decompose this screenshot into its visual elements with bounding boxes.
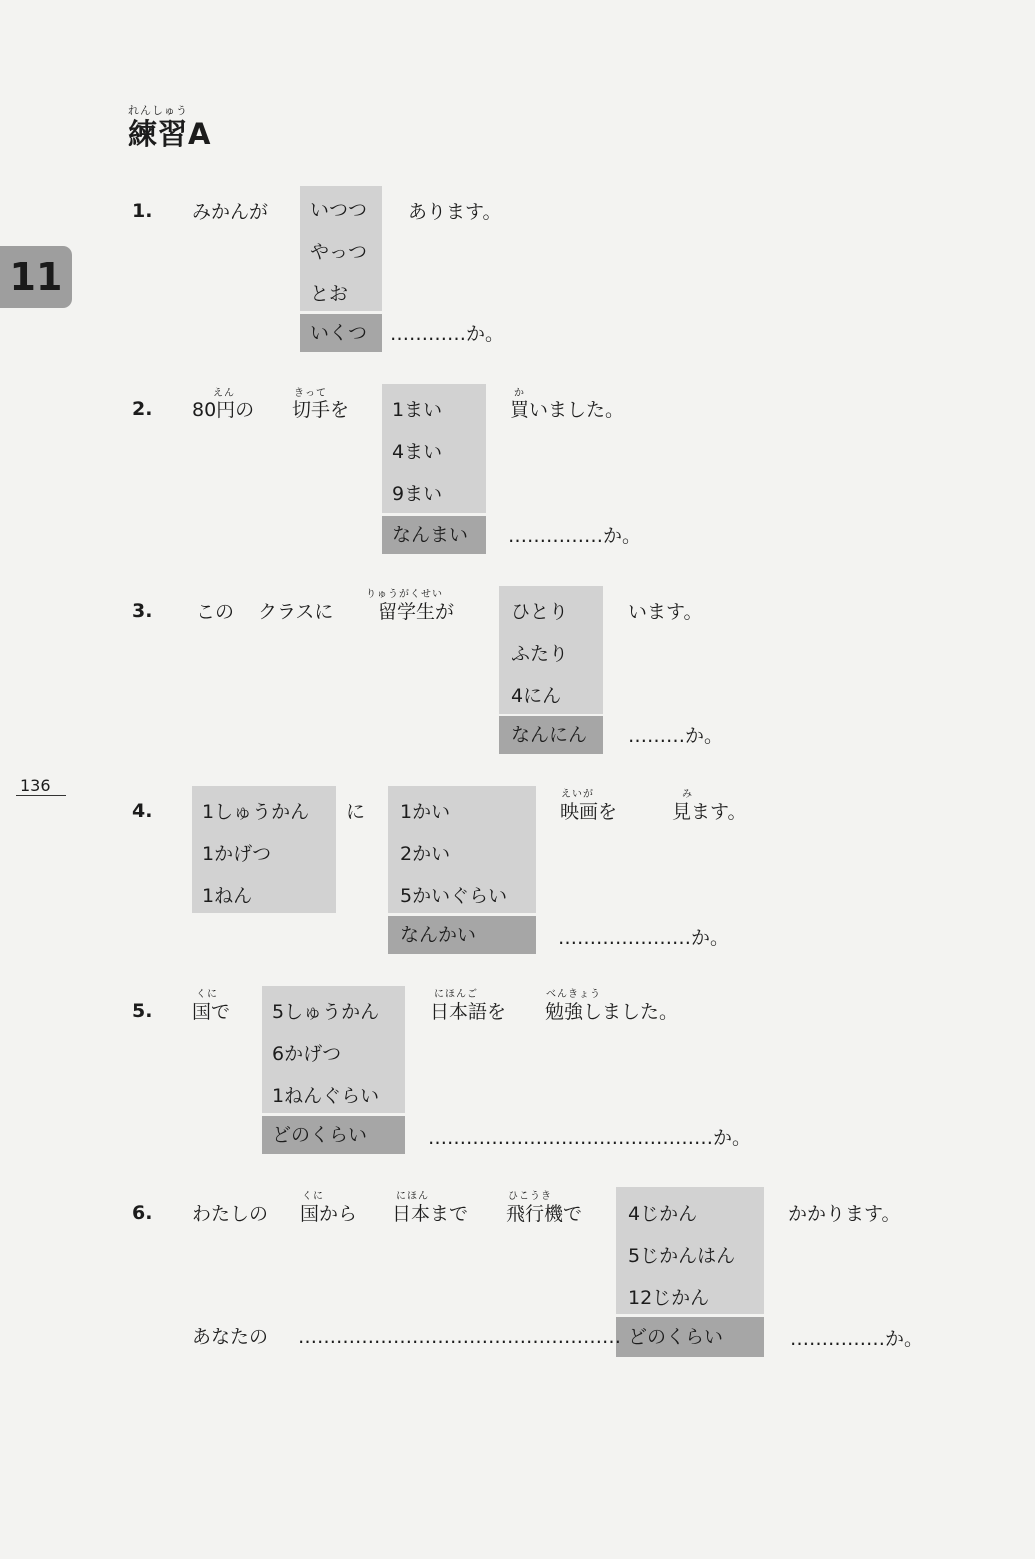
- exercise-number: 2.: [132, 398, 153, 420]
- page-number: 136: [20, 776, 51, 795]
- question-box: [388, 916, 536, 954]
- exercise-text: クラスに: [258, 601, 334, 623]
- answer-blank: ……………か。: [790, 1328, 924, 1350]
- option: いつつ: [310, 199, 368, 221]
- answer-blank: ………か。: [628, 725, 724, 747]
- answer-blank: …………………か。: [558, 927, 730, 949]
- ruby: えいが: [561, 789, 594, 800]
- exercise-number: 1.: [132, 200, 153, 222]
- exercise-text: 国から: [300, 1203, 358, 1225]
- option-box: [499, 586, 603, 714]
- exercise-text: みかんが: [192, 201, 269, 223]
- exercise-text: 勉強しました。: [545, 1001, 679, 1023]
- option-box: [388, 786, 536, 913]
- ruby: にほん: [396, 1191, 429, 1202]
- option: 5しゅうかん: [272, 1001, 380, 1023]
- answer-blank: …………か。: [390, 323, 505, 345]
- option: 5かいぐらい: [400, 885, 508, 907]
- option-box: [300, 186, 382, 311]
- option: 9まい: [392, 483, 443, 505]
- exercise-text: この: [196, 601, 235, 623]
- ruby: べんきょう: [546, 989, 601, 1000]
- question-word: どのくらい: [628, 1326, 724, 1348]
- exercise-text: わたしの: [192, 1203, 269, 1225]
- exercise-text: 買いました。: [510, 399, 625, 421]
- period-box: [192, 786, 336, 913]
- question-word: いくつ: [310, 322, 368, 344]
- exercise-text: あなたの: [192, 1326, 269, 1348]
- option: とお: [310, 283, 349, 305]
- exercise-text: 日本まで: [392, 1203, 469, 1225]
- exercise-text: に: [346, 801, 366, 823]
- ruby: み: [682, 789, 693, 800]
- ruby: きって: [294, 388, 327, 399]
- exercise-text: 80円の: [192, 399, 255, 421]
- question-word: どのくらい: [272, 1124, 368, 1146]
- option: ふたり: [511, 643, 569, 665]
- page-title: 練習A: [128, 117, 212, 151]
- exercise-text: 見ます。: [672, 801, 747, 823]
- question-box: [499, 716, 603, 754]
- period-option: 1かげつ: [202, 843, 272, 865]
- exercise-text: 国で: [192, 1001, 231, 1023]
- title-ruby: れんしゅう: [128, 104, 188, 117]
- question-word: なんにん: [511, 724, 588, 746]
- exercise-number: 5.: [132, 1000, 153, 1022]
- answer-blank: ………………………………………か。: [428, 1127, 752, 1149]
- ruby: くに: [302, 1191, 324, 1202]
- question-box: [262, 1116, 405, 1154]
- page-number-underline: [16, 795, 66, 796]
- ruby: ひこうき: [508, 1191, 552, 1202]
- ruby: くに: [196, 989, 218, 1000]
- option: 6かげつ: [272, 1043, 342, 1065]
- exercise-text: かかります。: [788, 1203, 901, 1225]
- exercise-text: 留学生が: [378, 601, 455, 623]
- option: 12じかん: [628, 1287, 710, 1309]
- option-box: [616, 1187, 764, 1314]
- question-box: [300, 314, 382, 352]
- question-word: なんかい: [400, 924, 477, 946]
- option: 1かい: [400, 801, 451, 823]
- option: 2かい: [400, 843, 451, 865]
- chapter-tab: 11: [0, 246, 72, 308]
- option: ひとり: [511, 601, 569, 623]
- exercise-text: 日本語を: [430, 1001, 507, 1023]
- ruby: にほんご: [434, 989, 478, 1000]
- option: 4じかん: [628, 1203, 698, 1225]
- ruby: か: [514, 388, 525, 399]
- period-option: 1ねん: [202, 885, 253, 907]
- question-box: [382, 516, 486, 554]
- option: 1まい: [392, 399, 443, 421]
- ruby: えん: [213, 388, 235, 399]
- exercise-text: 飛行機で: [506, 1203, 583, 1225]
- option: 4にん: [511, 685, 562, 707]
- option-box: [382, 384, 486, 513]
- option: やっつ: [310, 241, 368, 263]
- ruby: りゅうがくせい: [366, 589, 443, 600]
- question-box: [616, 1317, 764, 1357]
- exercise-text: 切手を: [292, 399, 350, 421]
- option: 4まい: [392, 441, 443, 463]
- period-option: 1しゅうかん: [202, 801, 310, 823]
- exercise-number: 3.: [132, 600, 153, 622]
- exercise-number: 4.: [132, 800, 153, 822]
- option: 5じかんはん: [628, 1245, 736, 1267]
- exercise-text: います。: [628, 601, 703, 623]
- option-box: [262, 986, 405, 1113]
- exercise-number: 6.: [132, 1202, 153, 1224]
- exercise-text: 映画を: [560, 801, 618, 823]
- exercise-text: あります。: [408, 201, 502, 223]
- option: 1ねんぐらい: [272, 1085, 380, 1107]
- answer-blank: ……………………………………………: [298, 1326, 621, 1348]
- question-word: なんまい: [392, 524, 469, 546]
- answer-blank: ……………か。: [508, 525, 642, 547]
